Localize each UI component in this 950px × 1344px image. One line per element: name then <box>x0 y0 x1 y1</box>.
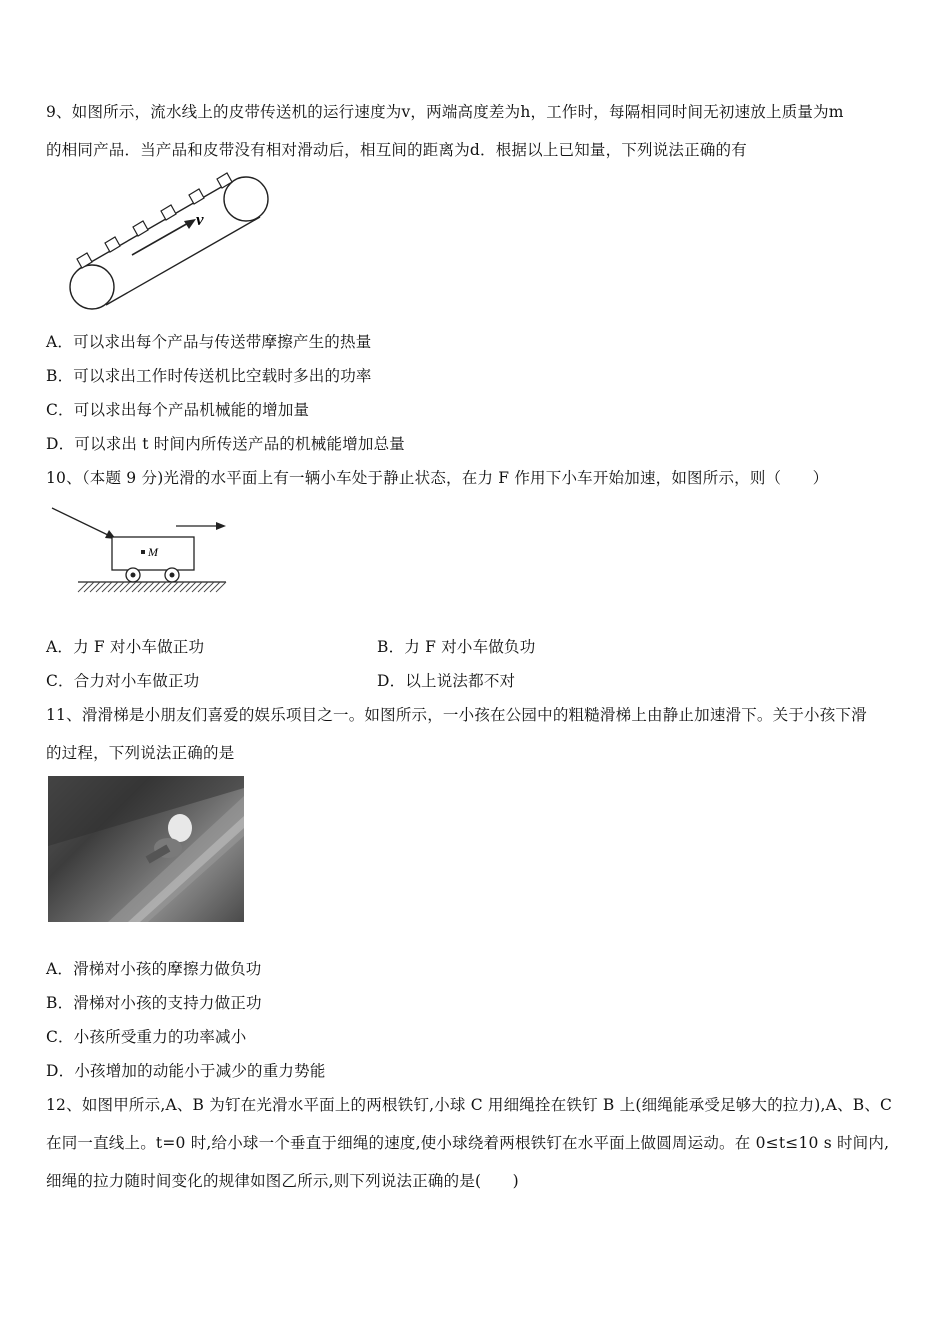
conveyor-belt-figure <box>60 165 280 315</box>
upper-roller <box>224 177 268 221</box>
q9-stem-line2: 的相同产品．当产品和皮带没有相对滑动后，相互间的距离为d．根据以上已知量，下列说法正确的有 <box>46 141 747 159</box>
q9-option-a: A．可以求出每个产品与传送带摩擦产生的热量 <box>46 333 372 351</box>
q10-option-c: C．合力对小车做正功 <box>46 672 200 690</box>
q9-option-b: B．可以求出工作时传送机比空载时多出的功率 <box>46 367 372 385</box>
q11-stem-line2: 的过程，下列说法正确的是 <box>46 744 235 762</box>
q10-option-a: A．力 F 对小车做正功 <box>46 638 205 656</box>
slide-photo <box>48 776 244 922</box>
q11-stem-line1: 11、滑滑梯是小朋友们喜爱的娱乐项目之一。如图所示，一小孩在公园中的粗糙滑梯上由静止加速滑下。关于小孩下滑 <box>46 706 867 724</box>
q10-stem-line1: 10、（本题 9 分)光滑的水平面上有一辆小车处于静止状态，在力 F 作用下小车开始加速，如图所示，则（ ） <box>46 469 829 487</box>
q11-option-a: A．滑梯对小孩的摩擦力做负功 <box>46 960 262 978</box>
velocity-label: v <box>196 210 204 229</box>
q9-stem-line1: 9、如图所示，流水线上的皮带传送机的运行速度为v，两端高度差为h，工作时，每隔相同时间无初速放上质量为m <box>46 103 844 121</box>
products <box>77 173 232 268</box>
q11-option-b: B．滑梯对小孩的支持力做正功 <box>46 994 262 1012</box>
belt-bottom <box>106 217 260 305</box>
cart-figure <box>48 500 238 600</box>
mass-label: M <box>148 545 158 559</box>
belt-top <box>79 182 230 269</box>
q10-option-b: B．力 F 对小车做负功 <box>377 638 536 656</box>
q12-stem-line1: 12、如图甲所示,A、B 为钉在光滑水平面上的两根铁钉,小球 C 用细绳拴在铁钉 B 上(细绳能承受足够大的拉力),A、B、C <box>46 1096 893 1114</box>
q10-option-d: D．以上说法都不对 <box>377 672 516 690</box>
q9-option-d: D．可以求出 t 时间内所传送产品的机械能增加总量 <box>46 435 406 453</box>
q12-stem-line3: 细绳的拉力随时间变化的规律如图乙所示,则下列说法正确的是( ) <box>46 1172 519 1190</box>
q11-option-d: D．小孩增加的动能小于减少的重力势能 <box>46 1062 326 1080</box>
force-arrow <box>52 508 110 536</box>
q9-option-c: C．可以求出每个产品机械能的增加量 <box>46 401 310 419</box>
q12-stem-line2: 在同一直线上。t=0 时,给小球一个垂直于细绳的速度,使小球绕着两根铁钉在水平面上做圆周运动。在 0≤t≤10 s 时间内, <box>46 1134 890 1152</box>
q11-option-c: C．小孩所受重力的功率减小 <box>46 1028 247 1046</box>
lower-roller <box>70 265 114 309</box>
